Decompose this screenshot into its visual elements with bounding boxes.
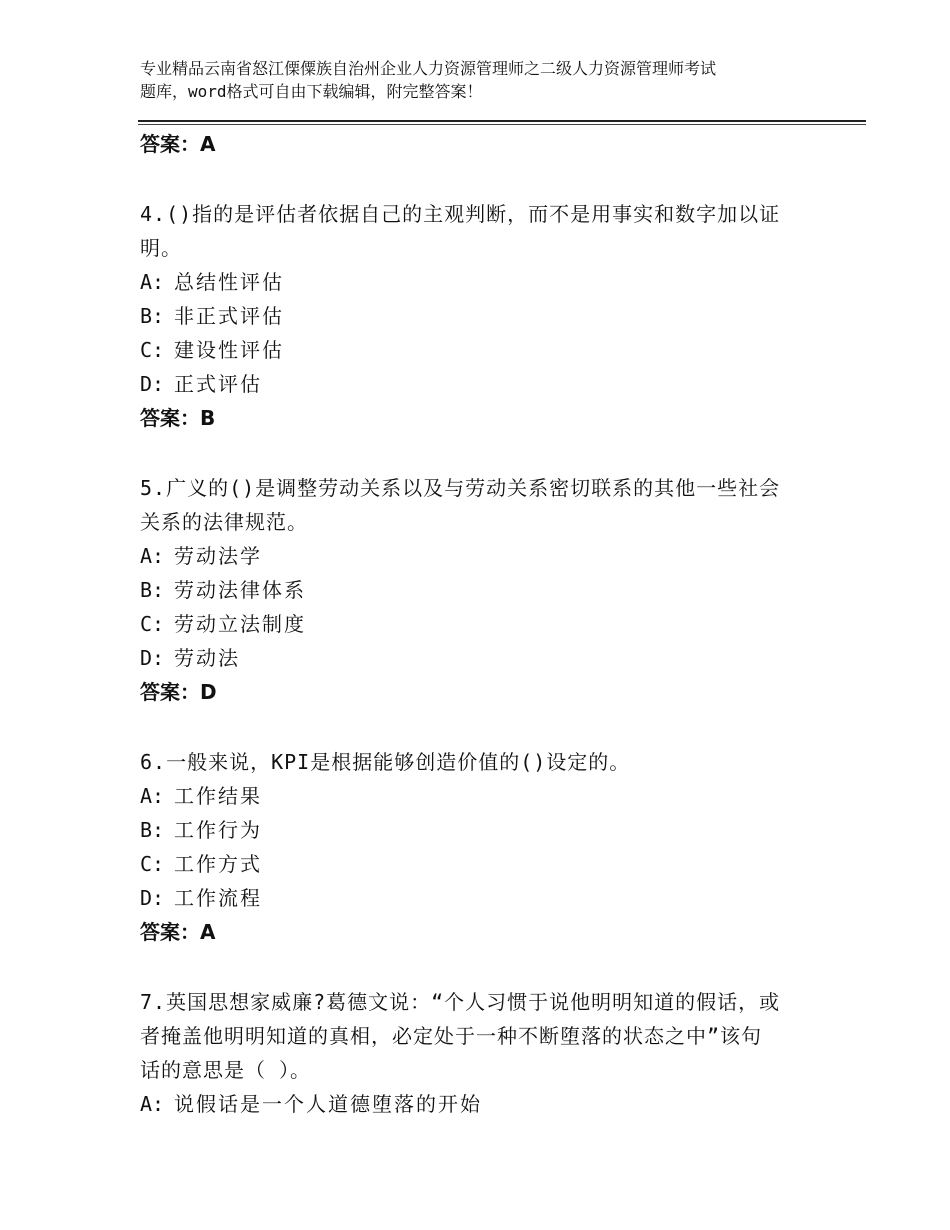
option-text: 工作方式: [174, 852, 262, 876]
option-text: 劳动法学: [174, 544, 262, 568]
option-text: 建设性评估: [174, 338, 284, 362]
header-rule-thin: [138, 124, 866, 125]
question-stem-line: 关系的法律规范。: [140, 510, 308, 534]
option-letter: C:: [140, 612, 165, 636]
option-d: [140, 367, 820, 401]
option-c: [140, 607, 820, 641]
question-stem-line: 6.一般来说，KPI是根据能够创造价值的()设定的。: [140, 750, 631, 774]
option-letter: B:: [140, 818, 165, 842]
question-block: [140, 745, 820, 949]
question-block: [140, 471, 820, 709]
option-b: [140, 299, 820, 333]
question-stem: [140, 985, 820, 1087]
option-a: [140, 265, 820, 299]
question-stem-line: 话的意思是（ ）。: [140, 1058, 312, 1082]
option-letter: C:: [140, 338, 165, 362]
answer-line: 答案：A: [140, 920, 216, 944]
question-stem: [140, 197, 820, 265]
question-stem-line: 者掩盖他明明知道的真相，必定处于一种不断堕落的状态之中”该句: [140, 1024, 763, 1048]
header-line-2: 题库，word格式可自由下载编辑，附完整答案！: [140, 82, 483, 101]
answer-line: 答案：B: [140, 406, 216, 430]
question-stem: [140, 745, 820, 779]
option-text: 劳动法律体系: [174, 578, 306, 602]
option-letter: B:: [140, 304, 165, 328]
option-letter: A:: [140, 1092, 165, 1116]
option-letter: A:: [140, 270, 165, 294]
option-a: [140, 1087, 820, 1121]
option-a: [140, 779, 820, 813]
option-text: 工作流程: [174, 886, 262, 910]
document-header: [140, 57, 830, 103]
option-c: [140, 847, 820, 881]
option-letter: A:: [140, 784, 165, 808]
option-letter: D:: [140, 372, 165, 396]
option-text: 总结性评估: [174, 270, 284, 294]
question-stem-line: 明。: [140, 236, 182, 260]
option-text: 工作行为: [174, 818, 262, 842]
option-text: 劳动立法制度: [174, 612, 306, 636]
option-b: [140, 813, 820, 847]
question-stem-line: 5.广义的()是调整劳动关系以及与劳动关系密切联系的其他一些社会: [140, 476, 781, 500]
option-letter: D:: [140, 646, 165, 670]
header-rule-thick: [138, 120, 866, 122]
option-letter: B:: [140, 578, 165, 602]
option-letter: C:: [140, 852, 165, 876]
option-text: 劳动法: [174, 646, 240, 670]
option-letter: A:: [140, 544, 165, 568]
option-d: [140, 881, 820, 915]
header-line-1: 专业精品云南省怒江傈僳族自治州企业人力资源管理师之二级人力资源管理师考试: [140, 59, 717, 78]
option-c: [140, 333, 820, 367]
question-block: [140, 985, 820, 1121]
option-text: 非正式评估: [174, 304, 284, 328]
option-d: [140, 641, 820, 675]
option-text: 工作结果: [174, 784, 262, 808]
option-b: [140, 573, 820, 607]
answer-line: 答案：A: [140, 132, 216, 156]
option-text: 正式评估: [174, 372, 262, 396]
option-text: 说假话是一个人道德堕落的开始: [174, 1092, 482, 1116]
question-block: [140, 197, 820, 435]
option-letter: D:: [140, 886, 165, 910]
question-stem: [140, 471, 820, 539]
question-stem-line: 4.()指的是评估者依据自己的主观判断，而不是用事实和数字加以证: [140, 202, 781, 226]
answer-line: 答案：D: [140, 680, 217, 704]
question-stem-line: 7.英国思想家威廉?葛德文说：“个人习惯于说他明明知道的假话，或: [140, 990, 781, 1014]
option-a: [140, 539, 820, 573]
question-list: [140, 127, 820, 1121]
